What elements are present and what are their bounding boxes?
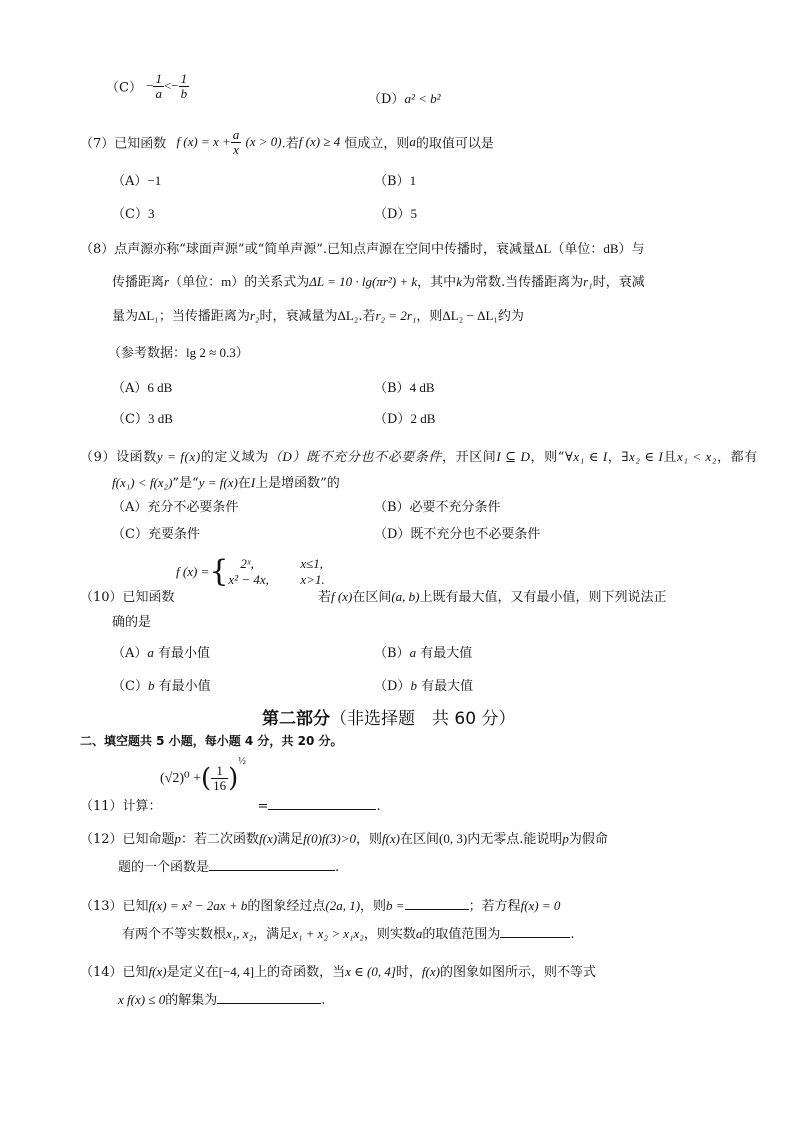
- q10-stem-right: 若f (x)在区间(a, b)上既有最大值，又有最小值，则下列说法正: [318, 589, 667, 605]
- q8-line-2: 传播距离r（单位：m）的关系式为ΔL = 10 · lg(πr²) + k，其中k为常数.当传播距离为r₁时，衰减: [112, 274, 645, 290]
- q10-stem: （10）已知函数: [80, 590, 175, 605]
- q9-option-c: （C）充要条件: [112, 527, 200, 542]
- q6-option-c: （C） − $\frac{1}{a}$ <− $\frac{1}{b}$: [106, 71, 188, 101]
- q8-option-d: （D）2 dB: [374, 411, 436, 427]
- answer-blank[interactable]: [268, 797, 376, 810]
- q7-stem: （7）已知函数 f (x) = x + $\frac{a}{x}$ (x > 0).若f (x) ≥ 4 恒成立，则a的取值可以是: [80, 127, 494, 157]
- q14-line-2: x f(x) ≤ 0的解集为 .: [118, 992, 326, 1008]
- cases: 2ˣ, x≤1, x² − 4x, x>1.: [228, 556, 325, 587]
- q10-option-a: （A）a 有最小值: [112, 645, 211, 661]
- q9-line-1: （9）设函数y = f(x)的定义域为（D）既不充分也不必要条件，开区间I ⊆ D，则“∀x₁ ∈ I，∃x₂ ∈ I且x₁ < x₂，都有: [80, 449, 758, 465]
- q10-option-b: （B）a 有最大值: [374, 645, 473, 661]
- q10-option-d: （D）b 有最大值: [374, 678, 474, 694]
- answer-blank[interactable]: [500, 925, 570, 938]
- q13-line-2: 有两个不等实数根x₁, x₂，满足x₁ + x₂ > x₁x₂，则实数a的取值范围为 .: [122, 926, 575, 942]
- q6-option-d: （D）a² < b²: [368, 91, 441, 107]
- q7-option-b: （B）1: [374, 173, 417, 189]
- fraction: $\frac{a}{x}$: [232, 127, 240, 157]
- q8-reference: （参考数据：lg 2 ≈ 0.3）: [108, 345, 249, 361]
- q9-line-2: f(x₁) < f(x₂)”是“y = f(x)在I上是增函数”的: [112, 475, 340, 491]
- q8-line-1: （8）点声源亦称“球面声源”或“简单声源”.已知点声源在空间中传播时，衰减量ΔL（单位：dB）与: [80, 241, 645, 257]
- q12-line-1: （12）已知命题p：若二次函数f(x)满足f(0)f(3)>0，则f(x)在区间(0, 3)内无零点.能说明p为假命: [80, 831, 608, 847]
- q9-option-b: （B）必要不充分条件: [374, 500, 501, 515]
- q8-option-b: （B）4 dB: [374, 380, 435, 396]
- q7-option-a: （A）−1: [112, 173, 162, 189]
- answer-blank[interactable]: [217, 991, 321, 1004]
- q10-line-2: 确的是: [112, 615, 152, 630]
- fraction: $\frac{1}{b}$: [180, 71, 188, 101]
- q11-line: （11）计算： = .: [80, 799, 381, 814]
- q7-option-d: （D）5: [374, 206, 417, 222]
- q8-line-3: 量为ΔL₁；当传播距离为r₂时，衰减量为ΔL₂.若r₂ = 2r₁，则ΔL₂ − ΔL₁约为: [112, 308, 524, 324]
- section-heading: 二、填空题共 5 小题，每小题 4 分，共 20 分。: [80, 734, 343, 748]
- q9-option-d: （D）既不充分也不必要条件: [374, 527, 541, 542]
- fraction: $\frac{1}{a}$: [155, 71, 162, 101]
- q8-option-c: （C）3 dB: [112, 411, 173, 427]
- q10-option-c: （C）b 有最小值: [112, 678, 211, 694]
- q12-line-2: 题的一个函数是 .: [118, 860, 340, 875]
- answer-blank[interactable]: [209, 858, 335, 871]
- q10-piecewise: f (x) ={ 2ˣ, x≤1, x² − 4x, x>1.: [176, 554, 325, 589]
- q13-line-1: （13）已知f(x) = x² − 2ax + b的图象经过点(2a, 1)，则b = ；若方程f(x) = 0: [80, 898, 561, 914]
- part-two-title: 第二部分（非选择题 共 60 分）: [262, 709, 516, 729]
- q14-line-1: （14）已知f(x)是定义在[−4, 4]上的奇函数，当x ∈ (0, 4]时，f(x)的图象如图所示，则不等式: [80, 964, 596, 980]
- q8-option-a: （A）6 dB: [112, 380, 173, 396]
- q7-option-c: （C）3: [112, 206, 155, 222]
- fraction: $\frac{1}{16}$: [213, 763, 227, 793]
- q11-expression: (√2)⁰ +( $\frac{1}{16}$ )$^{\frac{1}{2}}$: [160, 756, 246, 794]
- q9-option-a: （A）充分不必要条件: [112, 500, 239, 515]
- answer-blank[interactable]: [405, 897, 469, 910]
